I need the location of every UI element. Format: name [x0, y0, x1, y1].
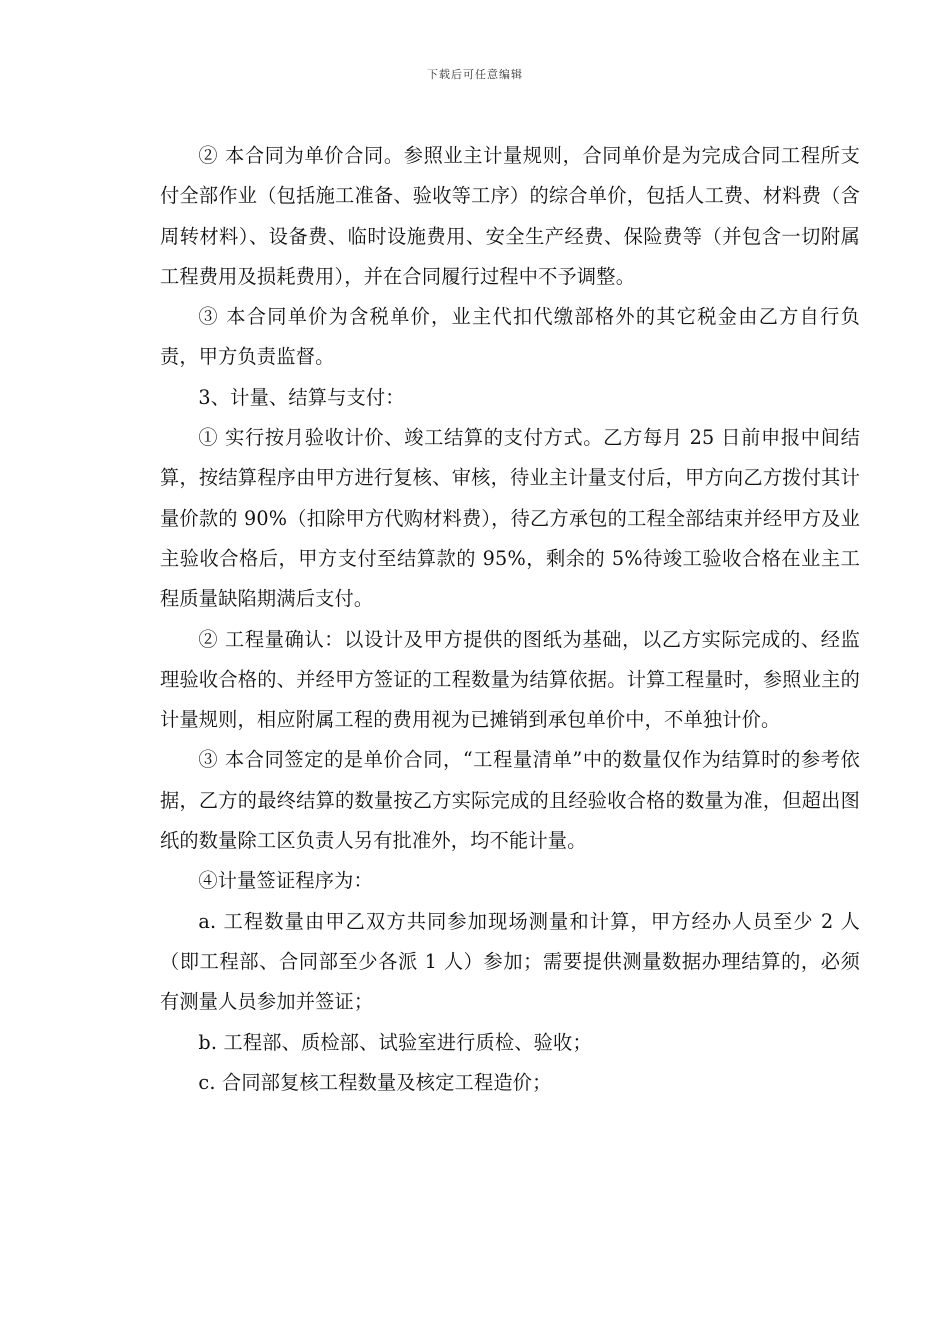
page-header: 下载后可任意编辑 — [427, 68, 523, 81]
section-heading-measurement-settlement: 3、计量、结算与支付： — [198, 385, 405, 409]
list-item-a: a. 工程数量由甲乙双方共同参加现场测量和计算，甲方经办人员至少 2 人（即工程部、合同部至少各派 1 人）参加；需要提供测量数据办理结算的，必须有测量人员参加并签证； — [160, 909, 860, 1014]
paragraph-tax-inclusive-price: ③ 本合同单价为含税单价，业主代扣代缴部格外的其它税金由乙方自行负责，甲方负责监督。 — [160, 305, 860, 369]
paragraph-unit-price-contract: ② 本合同为单价合同。参照业主计量规则，合同单价是为完成合同工程所支付全部作业（包括施工准备、验收等工序）的综合单价，包括人工费、材料费（含周转材料）、设备费、临时设施费用、安全生产经费、保险费等（并包含一切附属工程费用及损耗费用），并在合同履行过程中不予调整。 — [160, 144, 860, 288]
paragraph-monthly-payment: ① 实行按月验收计价、竣工结算的支付方式。乙方每月 25 日前申报中间结算，按结算程序由甲方进行复核、审核，待业主计量支付后，甲方向乙方拨付其计量价款的 90%（扣除甲方代购材料费），待乙方承包的工程全部结束并经甲方及业主验收合格后，甲方支付至结算款的 95%，剩余的 5%待竣工验收合格在业主工程质量缺陷期满后支付。 — [160, 426, 860, 611]
paragraph-bill-of-quantities: ③ 本合同签定的是单价合同，“工程量清单”中的数量仅作为结算时的参考依据，乙方的最终结算的数量按乙方实际完成的且经验收合格的数量为准，但超出图纸的数量除工区负责人另有批准外，均不能计量。 — [160, 748, 860, 853]
contract-body — [160, 136, 860, 1103]
list-item-b: b. 工程部、质检部、试验室进行质检、验收； — [198, 1030, 592, 1054]
list-item-c: c. 合同部复核工程数量及核定工程造价； — [198, 1070, 552, 1094]
paragraph-certification-procedure: ④计量签证程序为： — [198, 869, 373, 893]
paragraph-quantity-confirmation: ② 工程量确认：以设计及甲方提供的图纸为基础，以乙方实际完成的、经监理验收合格的、并经甲方签证的工程数量为结算依据。计算工程量时，参照业主的计量规则，相应附属工程的费用视为已摊销到承包单价中，不单独计价。 — [160, 627, 860, 732]
